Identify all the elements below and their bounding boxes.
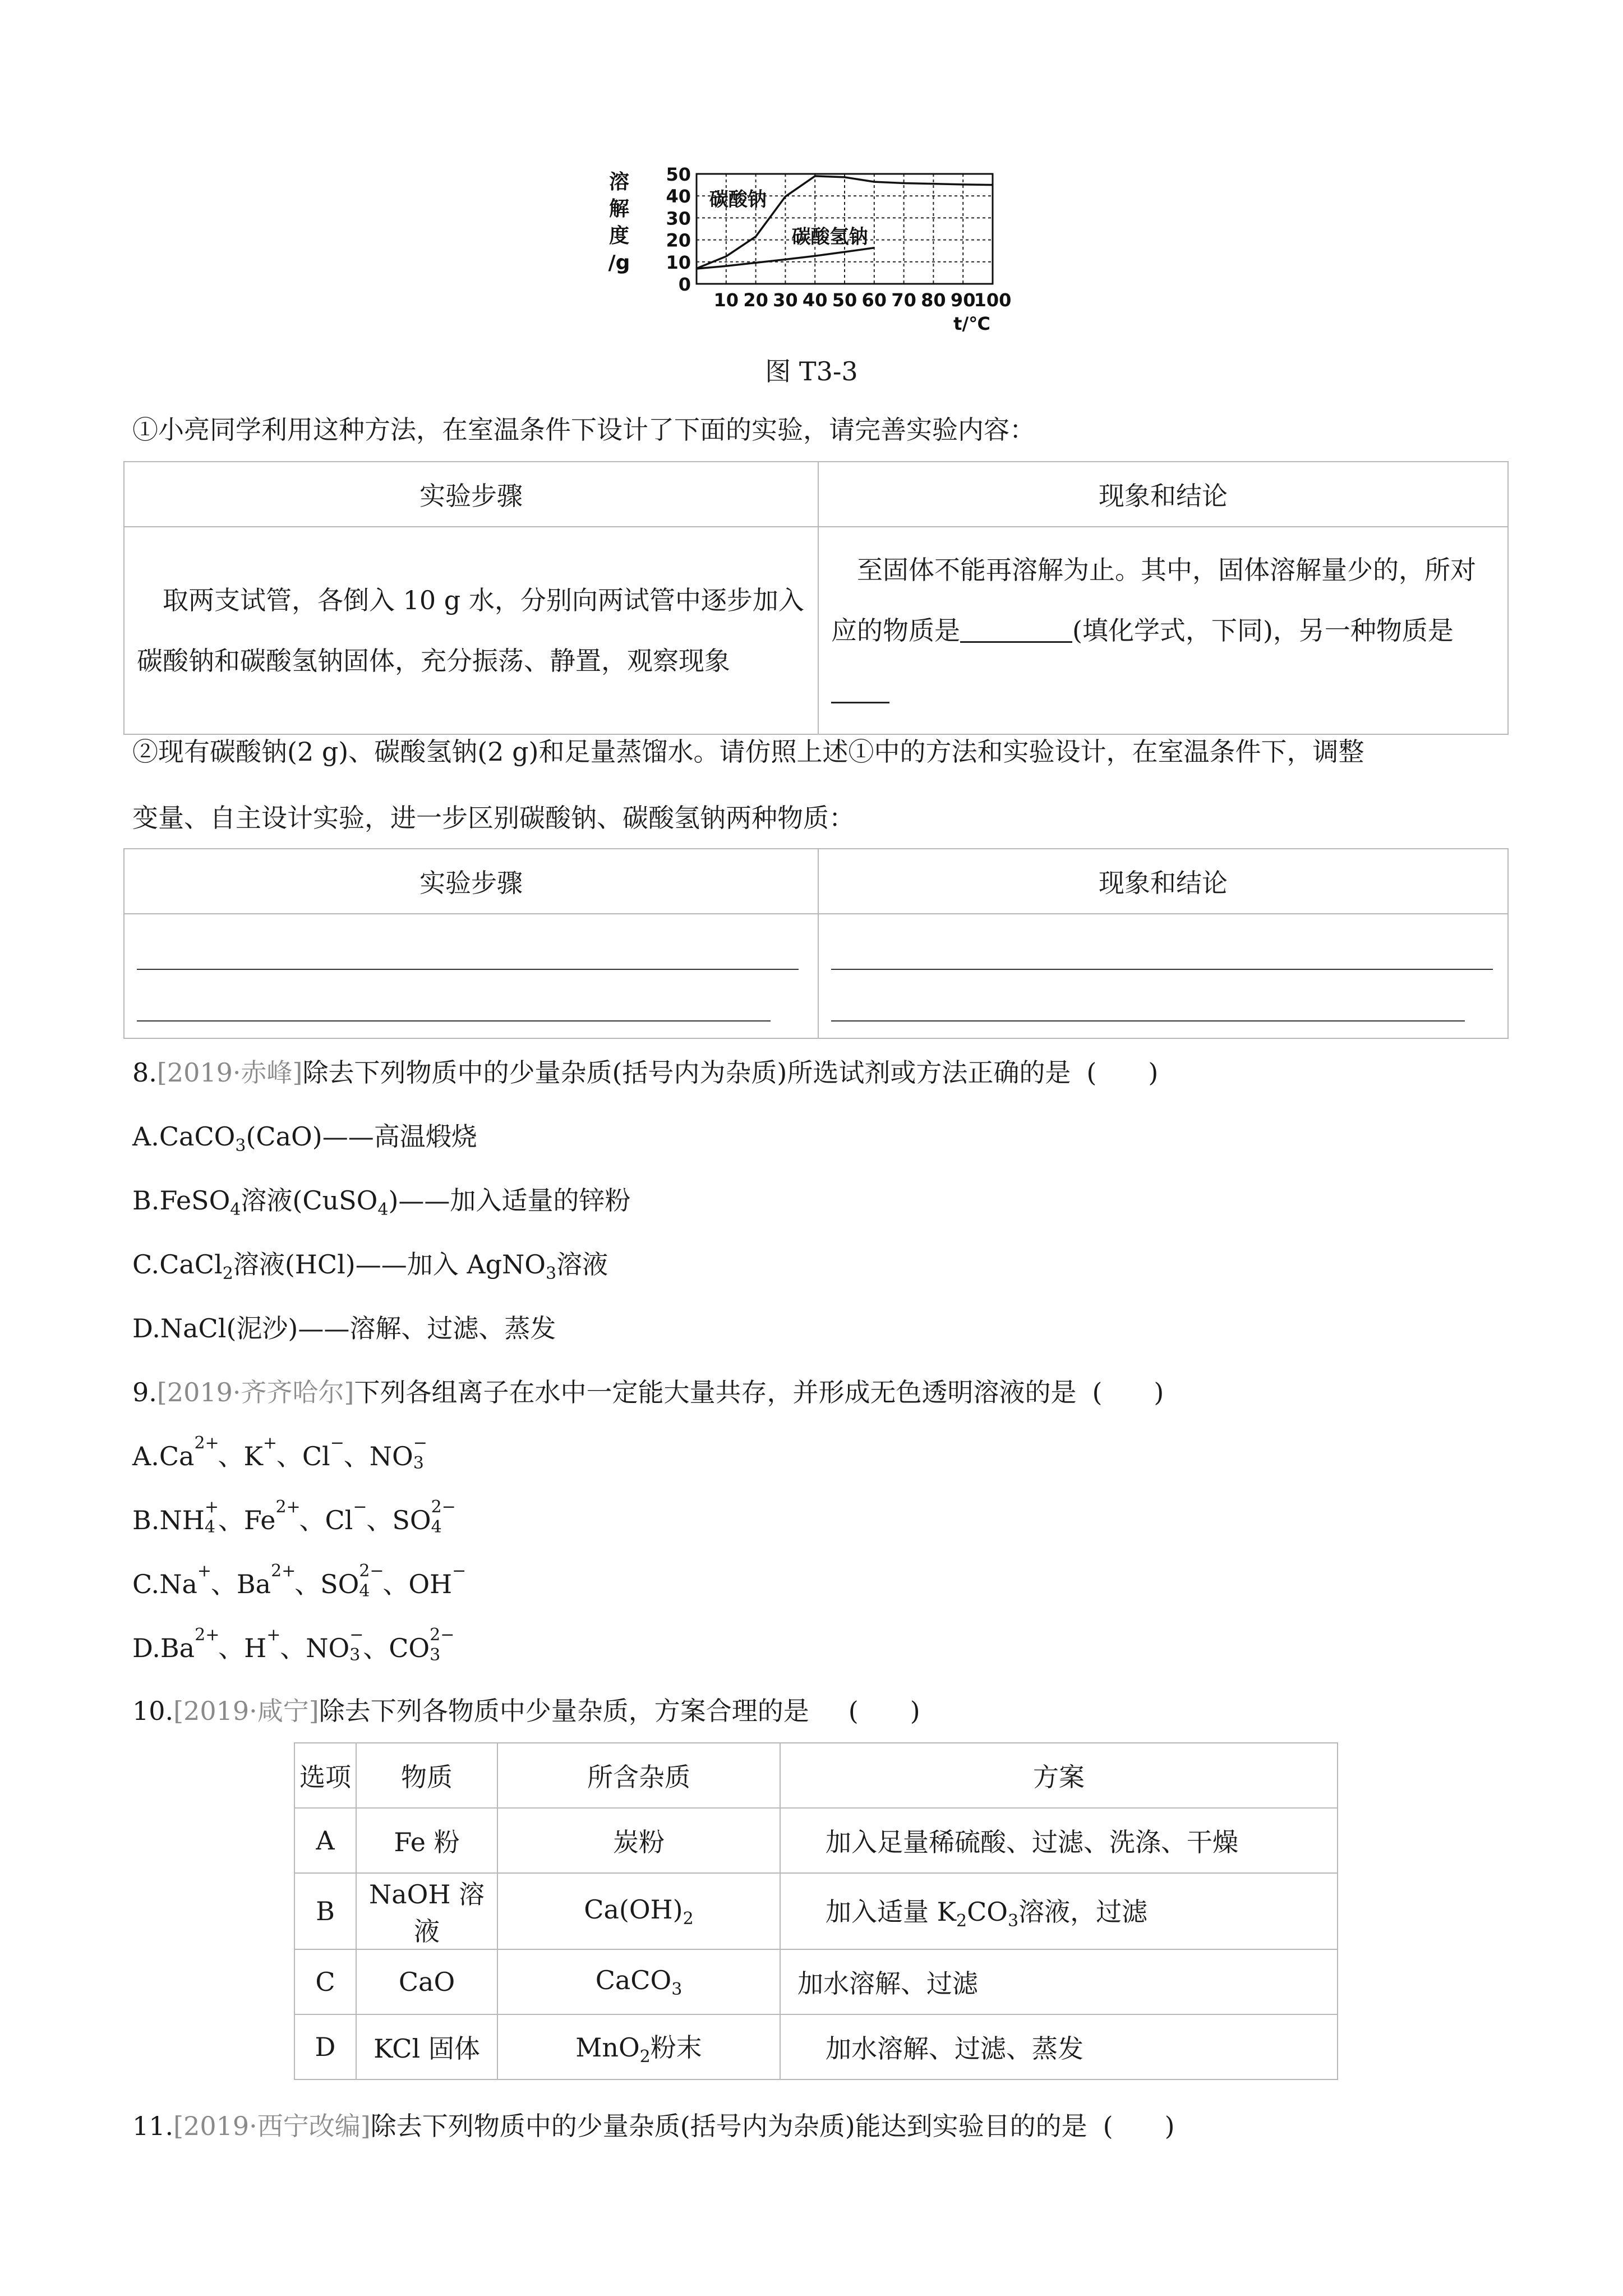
formula: Ca(OH) [584, 1894, 683, 1925]
separator: 、 [343, 1441, 370, 1471]
ion [244, 1625, 281, 1665]
y-tick-label: 40 [666, 186, 691, 208]
x-tick-label: 60 [861, 289, 887, 311]
table-header: 所含杂质 [497, 1743, 780, 1808]
x-axis-unit: t/℃ [953, 313, 990, 334]
cell-substance: Fe 粉 [356, 1808, 497, 1873]
series-label-sodium-bicarbonate: 碳酸氢钠 [791, 226, 868, 249]
y-tick-label: 30 [666, 208, 691, 229]
question-number: 9. [132, 1377, 157, 1407]
table-header-row [294, 1743, 1338, 1808]
ion-charge: 2+ [275, 1497, 301, 1517]
y-tick-label: 50 [666, 164, 691, 185]
ion-symbol: Ca [159, 1441, 195, 1471]
ion [408, 1561, 467, 1601]
ion-subscript: 3 [413, 1453, 424, 1473]
separator: 、 [366, 1505, 393, 1535]
x-tick-label: 40 [802, 289, 828, 311]
formula: FeSO [159, 1185, 230, 1216]
y-axis-label-char: 溶 [608, 171, 630, 194]
ion [302, 1433, 344, 1473]
ion-charge: 2+ [195, 1625, 220, 1645]
ion-charge: 2+ [271, 1561, 296, 1581]
subscript: 3 [235, 1136, 246, 1156]
ion-symbol: Ba [236, 1569, 271, 1599]
cell-impurity [497, 1949, 780, 2014]
ion-charge: − [330, 1433, 344, 1453]
option-text: )——加入适量的锌粉 [388, 1185, 631, 1216]
subscript: 4 [230, 1200, 241, 1220]
formula: CaCl [159, 1249, 223, 1280]
subscript: 3 [545, 1264, 557, 1283]
x-tick-label: 80 [921, 289, 946, 311]
q7-table2 [123, 848, 1509, 1039]
ion-symbol: NH [159, 1505, 205, 1535]
q7-table2-conclusion-answer[interactable] [818, 914, 1508, 1038]
option-text: (CaO)——高温煅烧 [246, 1121, 477, 1152]
x-tick-label: 20 [743, 289, 768, 311]
ion-charge: − [452, 1561, 467, 1581]
table-row [294, 2014, 1338, 2079]
separator: 、 [218, 1505, 244, 1535]
answer-blank[interactable] [831, 677, 889, 703]
option-text: 溶液 [556, 1249, 608, 1280]
x-tick-label: 30 [773, 289, 798, 311]
ion-subscript: 4 [359, 1581, 370, 1601]
y-tick-label: 20 [666, 229, 691, 251]
question-source: [2019·西宁改编] [173, 2111, 371, 2141]
plan-text: 溶液，过滤 [1018, 1897, 1148, 1927]
table-row [294, 1808, 1338, 1873]
q7-part2-line2: 变量、自主设计实验，进一步区别碳酸钠、碳酸氢钠两种物质： [132, 803, 855, 833]
steps-text: 取两支试管，各倒入 10 g 水，分别向两试管中逐步加入碳酸钠和碳酸氢钠固体，充分振荡、静置，观察现象 [137, 585, 804, 676]
ion-subscript: 3 [349, 1645, 361, 1665]
q7-part2-line1: ②现有碳酸钠(2 g)、碳酸氢钠(2 g)和足量蒸馏水。请仿照上述①中的方法和实验设计，在室温条件下，调整 [132, 737, 1364, 767]
table-row [124, 914, 1508, 1038]
ion [320, 1561, 384, 1601]
table-row [124, 527, 1508, 734]
q8-option-d [132, 1312, 556, 1345]
answer-paren[interactable]: ( ) [848, 1696, 920, 1726]
option-label: C. [132, 1569, 160, 1599]
subscript: 2 [222, 1264, 233, 1283]
ion [325, 1497, 367, 1537]
cell-substance: CaO [356, 1949, 497, 2014]
answer-line[interactable] [831, 990, 1465, 1022]
ion-charge: + [204, 1497, 219, 1517]
cell-impurity [497, 2014, 780, 2079]
q8-stem [132, 1056, 1158, 1089]
plan-text: 加入适量 K [826, 1897, 956, 1927]
ion [369, 1433, 427, 1473]
ion [243, 1433, 277, 1473]
ion-charge: 2− [359, 1561, 384, 1581]
q9-option-a [132, 1433, 427, 1473]
ion [243, 1497, 301, 1537]
table-row [294, 1949, 1338, 2014]
table-header-row [124, 849, 1508, 914]
q9-option-b [132, 1497, 456, 1537]
formula: MnO [575, 2032, 640, 2063]
ion-charge: − [349, 1625, 364, 1645]
q9-option-c [132, 1561, 467, 1601]
formula: CaCO [595, 1964, 672, 1995]
question-text: 除去下列物质中的少量杂质(括号内为杂质)所选试剂或方法正确的是 [302, 1057, 1071, 1088]
separator: 、 [299, 1505, 325, 1535]
y-axis-label-char: /g [608, 251, 630, 274]
y-axis-label-char: 度 [608, 224, 630, 247]
separator: 、 [218, 1441, 244, 1471]
ion [159, 1433, 219, 1473]
option-label: A. [132, 1121, 159, 1152]
question-source: [2019·咸宁] [173, 1696, 319, 1726]
x-tick-label: 90 [950, 289, 976, 311]
q11-stem [132, 2109, 1175, 2143]
ion-charge: + [197, 1561, 212, 1581]
ion-symbol: SO [392, 1505, 431, 1535]
subscript: 2 [683, 1908, 694, 1929]
subscript: 4 [377, 1200, 389, 1220]
ion-symbol: Na [159, 1569, 197, 1599]
question-text: 除去下列各物质中少量杂质，方案合理的是 [319, 1696, 809, 1726]
ion [159, 1497, 219, 1537]
conclusion-text-b: (填化学式，下同)，另一种物质是 [1072, 615, 1454, 646]
ion-symbol: NO [306, 1633, 350, 1663]
option-label: A. [132, 1441, 159, 1471]
ion-symbol: K [243, 1441, 263, 1471]
series-label-sodium-carbonate: 碳酸钠 [709, 188, 767, 211]
x-tick-label: 100 [974, 289, 1012, 311]
question-number: 8. [132, 1057, 157, 1088]
option-text: 溶液(HCl)——加入 AgNO [233, 1249, 546, 1280]
cell-option: B [294, 1873, 356, 1949]
ion [389, 1625, 455, 1665]
separator: 、 [382, 1569, 409, 1599]
ion-symbol: CO [389, 1633, 430, 1663]
question-source: [2019·赤峰] [156, 1057, 303, 1088]
table-header-row [124, 462, 1508, 527]
table-header: 选项 [294, 1743, 356, 1808]
x-tick-label: 10 [713, 289, 739, 311]
separator: 、 [276, 1441, 302, 1471]
cell-substance: KCl 固体 [356, 2014, 497, 2079]
ion-subscript: 3 [430, 1645, 441, 1665]
q7-table1-steps [124, 527, 818, 734]
table-header: 实验步骤 [124, 849, 818, 914]
ion-charge: 2+ [194, 1433, 219, 1453]
q7-part1-intro: ①小亮同学利用这种方法，在室温条件下设计了下面的实验，请完善实验内容： [132, 415, 1035, 445]
cell-option: A [294, 1808, 356, 1873]
q9-stem [132, 1375, 1164, 1409]
ion [159, 1561, 212, 1601]
q9-option-d [132, 1625, 455, 1665]
ion [160, 1625, 220, 1665]
q8-option-b [132, 1184, 630, 1227]
ion-charge: − [353, 1497, 367, 1517]
separator: 、 [210, 1569, 237, 1599]
cell-substance: NaOH 溶液 [356, 1873, 497, 1949]
ion-symbol: Fe [243, 1505, 276, 1535]
table-header: 现象和结论 [818, 849, 1508, 914]
solubility-chart [606, 157, 1043, 342]
table-header: 方案 [780, 1743, 1338, 1808]
ion [236, 1561, 296, 1601]
option-label: B. [132, 1185, 160, 1216]
x-tick-label: 50 [832, 289, 857, 311]
separator: 、 [280, 1633, 306, 1663]
cell-option: D [294, 2014, 356, 2079]
ion-charge: − [413, 1433, 427, 1453]
y-tick-label: 10 [666, 251, 691, 273]
option-label: B. [132, 1505, 160, 1535]
table-header: 物质 [356, 1743, 497, 1808]
subscript: 2 [639, 2047, 651, 2067]
option-text: NaCl(泥沙)——溶解、过滤、蒸发 [160, 1313, 556, 1343]
q10-table [294, 1742, 1338, 2080]
subscript: 2 [956, 1911, 967, 1931]
cell-impurity: 炭粉 [497, 1808, 780, 1873]
ion-charge: 2− [430, 1625, 455, 1645]
option-label: D. [132, 1633, 160, 1663]
answer-line[interactable] [137, 938, 799, 970]
ion-symbol: OH [408, 1569, 453, 1599]
formula: CaCO [159, 1121, 236, 1152]
ion-charge: 2− [431, 1497, 456, 1517]
question-text: 下列各组离子在水中一定能大量共存，并形成无色透明溶液的是 [354, 1377, 1077, 1407]
ion-charge: + [266, 1625, 281, 1645]
cell-impurity [497, 1873, 780, 1949]
x-tick-label: 70 [891, 289, 916, 311]
figure-caption: 图 T3-3 [765, 356, 858, 386]
separator: 、 [218, 1633, 245, 1663]
option-label: D. [132, 1313, 160, 1343]
ion-symbol: SO [320, 1569, 359, 1599]
ion-subscript: 4 [431, 1517, 442, 1537]
cell-plan [780, 1873, 1338, 1949]
ion-symbol: NO [369, 1441, 413, 1471]
impurity-text: 粉末 [650, 2032, 702, 2063]
cell-plan: 加水溶解、过滤 [780, 1949, 1338, 2014]
cell-plan: 加入足量稀硫酸、过滤、洗涤、干燥 [780, 1808, 1338, 1873]
q8-option-a [132, 1120, 477, 1163]
separator: 、 [294, 1569, 321, 1599]
ion [392, 1497, 456, 1537]
separator: 、 [363, 1633, 389, 1663]
answer-paren[interactable]: ( ) [1086, 1057, 1159, 1088]
option-label: C. [132, 1249, 160, 1280]
answer-line[interactable] [831, 938, 1493, 970]
ion-symbol: Cl [325, 1505, 353, 1535]
y-axis-label-char: 解 [608, 197, 630, 220]
question-source: [2019·齐齐哈尔] [156, 1377, 354, 1407]
question-number: 10. [132, 1696, 174, 1726]
answer-paren[interactable]: ( ) [1103, 2111, 1175, 2141]
q7-table2-steps-answer[interactable] [124, 914, 818, 1038]
q8-option-c [132, 1248, 608, 1291]
q7-table1 [123, 461, 1509, 735]
option-text: 溶液(CuSO [241, 1185, 378, 1216]
ion-symbol: Ba [160, 1633, 195, 1663]
formula: CO [967, 1897, 1008, 1927]
subscript: 3 [671, 1979, 683, 1999]
answer-paren[interactable]: ( ) [1092, 1377, 1164, 1407]
y-tick-label: 0 [678, 274, 691, 295]
cell-plan: 加水溶解、过滤、蒸发 [780, 2014, 1338, 2079]
q7-table1-conclusion [818, 527, 1508, 734]
cell-option: C [294, 1949, 356, 2014]
chart-text [608, 164, 1012, 334]
conclusion-text-a: 至固体不能再溶解为止。其中，固体溶解量少的，所对应的物质是 [831, 555, 1476, 646]
table-row [294, 1873, 1338, 1949]
question-number: 11. [132, 2111, 174, 2141]
answer-line[interactable] [137, 990, 771, 1022]
question-text: 除去下列物质中的少量杂质(括号内为杂质)能达到实验目的的是 [370, 2111, 1087, 2141]
table-header: 现象和结论 [818, 462, 1508, 527]
ion-symbol: Cl [302, 1441, 330, 1471]
table-header: 实验步骤 [124, 462, 818, 527]
ion-symbol: H [244, 1633, 267, 1663]
ion-subscript: 4 [204, 1517, 215, 1537]
q10-stem [132, 1694, 920, 1728]
ion-charge: + [262, 1433, 277, 1453]
subscript: 3 [1008, 1911, 1019, 1931]
ion [306, 1625, 364, 1665]
solubility-chart-svg [606, 157, 1043, 342]
answer-blank[interactable] [960, 616, 1072, 643]
